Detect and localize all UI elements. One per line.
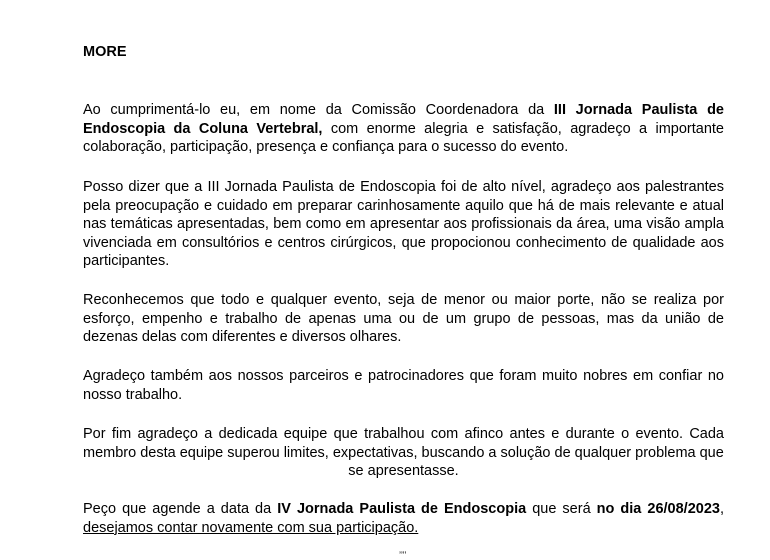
letter-page (83, 0, 724, 560)
paragraph-next-event (83, 500, 724, 537)
team-text-end: se apresentasse. (348, 463, 459, 480)
paragraph-speakers: Posso dizer que a III Jornada Paulista de Endoscopia foi de alto nível, agradeço aos palestrantes pela preocupação e cuidado em preparar carinhosamente aquilo que há de mais relevante e atual nas temáticas apresentadas, bem como em apresentar aos profissionais da área, uma visão ampla vivenciada em consultórios e centros cirúrgicos, que propocionou conhecimento de qualidade aos participantes. (83, 179, 724, 270)
cut-off-text: ’’’’ (399, 550, 407, 560)
event-name-bold: III Jornada Paulista de Endoscopia da Coluna Vertebral, (83, 102, 724, 137)
greeting-text: Ao cumprimentá-lo eu, em nome da Comissão Coordenadora da (83, 102, 554, 118)
paragraph-teamwork: Reconhecemos que todo e qualquer evento, seja de menor ou maior porte, não se realiza por esforço, empenho e trabalho de apenas uma ou de um grupo de pessoas, mas da união de dezenas delas com diferentes e diversos olhares. (83, 292, 724, 346)
paragraph-sponsors: Agradeço também aos nossos parceiros e patrocinadores que foram muito nobres em confiar no nosso trabalho. (83, 368, 724, 403)
next-event-text-mid: que será (526, 501, 597, 517)
next-event-name: IV Jornada Paulista de Endoscopia (277, 501, 527, 517)
team-text: Por fim agradeço a dedicada equipe que trabalhou com afinco antes e durante o evento. Cada membro desta equipe superou limites, expectativas, buscando a solução de qualquer problema que (83, 426, 724, 461)
next-event-text: Peço que agende a data da (83, 501, 278, 517)
paragraph-greeting (83, 101, 724, 157)
next-event-date: no dia 26/08/2023 (596, 501, 720, 517)
greeting-text-end: com enorme alegria e satisfação, agradeço a importante colaboração, participação, presença e confiança para o sucesso do evento. (83, 120, 724, 156)
next-event-comma: , (719, 501, 724, 517)
participation-invite: desejamos contar novamente com sua participação. (83, 519, 419, 536)
recipient-name: MORE (83, 44, 127, 60)
paragraph-team (83, 425, 724, 481)
